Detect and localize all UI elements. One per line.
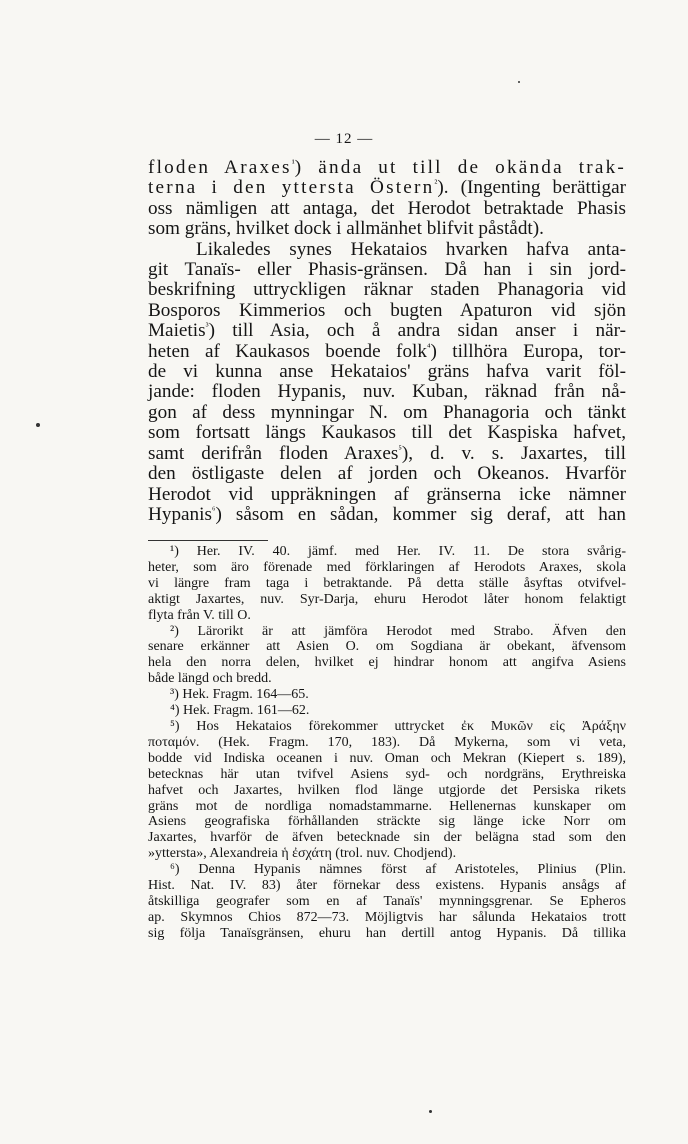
- body-line: de vi kunna anse Hekataios' gräns hafva varit föl-: [148, 361, 626, 383]
- footnote-line: både längd och bredd.: [148, 671, 272, 687]
- footnote-line: hafvet och Jaxartes, hvilken flod länge utgjorde det Persiska rikets: [148, 782, 626, 798]
- line-text: ) tillhöra Europa, tor-: [430, 340, 626, 362]
- footnote-line: senare erkänner att Asien O. om Sogdiana är obekant, äfvensom: [148, 639, 626, 655]
- footnote-line: ⁵) Hos Hekataios förekommer uttrycket ἐκ Μυκῶν εἰς Ἀράξην: [170, 718, 626, 734]
- footnote-line: ⁴) Hek. Fragm. 161—62.: [170, 703, 310, 719]
- body-line: [148, 505, 626, 525]
- page-number: — 12 —: [314, 131, 374, 147]
- body-line: som gräns, hvilket dock i allmänhet blifvit påstådt).: [148, 218, 544, 240]
- footnote-line: Hist. Nat. IV. 83) åter förnekar dess existens. Hypanis ansågs af: [148, 878, 626, 894]
- line-text: ). (Ingenting berättigar: [437, 177, 626, 199]
- line-text: Hypanis: [148, 503, 212, 525]
- footnote-line: Asiens geografiska förhållanden sträckte sig länge icke Norr om: [148, 814, 626, 830]
- line-text: ), d. v. s. Jaxartes, till: [401, 442, 626, 464]
- body-line: [148, 444, 626, 464]
- footnote-ref: ²: [434, 178, 438, 190]
- footnote-line: sig följa Tanaïsgränsen, ehuru han dertill antog Hypanis. Då tillika: [148, 925, 626, 941]
- spaced-text: floden Araxes: [148, 157, 292, 178]
- body-line: den östligaste delen af jorden och Okeanos. Hvarför: [148, 463, 626, 485]
- line-text: samt derifrån floden Araxes: [148, 442, 399, 464]
- body-line: Likaledes synes Hekataios hvarken hafva anta-: [196, 238, 626, 260]
- footnote-line: betecknas här utan tvifvel Asiens syd- och nordgräns, Erythreiska: [148, 766, 626, 782]
- spaced-text: de okända trak-: [457, 157, 626, 178]
- footnote-ref: ⁶: [211, 504, 216, 516]
- footnote-line: vi längre fram taga i betraktande. På detta ställe åsyftas otvifvel-: [148, 575, 626, 591]
- footnote-line: heter, som äro förenade med förklaringen af Herodots Araxes, skola: [148, 559, 626, 575]
- footnote-line: hela den norra delen, hvilket ej hindrar honom att angifva Asiens: [148, 655, 626, 671]
- footnotes: [148, 544, 626, 942]
- footnote-line: ap. Skymnos Chios 872—73. Möjligtvis har sålunda Hekataios trott: [148, 909, 626, 925]
- footnote-divider: [148, 540, 268, 541]
- body-line: git Tanaïs- eller Phasis-gränsen. Då han i sin jord-: [148, 259, 626, 281]
- line-text: ) till Asia, och å andra sidan anser i när-: [208, 320, 626, 342]
- footnote-ref: ⁴: [426, 341, 431, 353]
- footnote-line: ²) Lärorikt är att jämföra Herodot med Strabo. Äfven den: [170, 623, 626, 639]
- body-line: [148, 158, 626, 178]
- footnote-ref: ³: [205, 321, 209, 333]
- line-text: Maietis: [148, 320, 206, 342]
- footnote-line: flyta från V. till O.: [148, 607, 251, 623]
- print-speck: [36, 423, 40, 427]
- footnote-line: Jaxartes, hvarför de äfven betecknade sin der belägna stad som den: [148, 830, 626, 846]
- spaced-text: terna i den yttersta Östern: [148, 177, 435, 199]
- spaced-text: ) ända ut till: [294, 157, 458, 178]
- body-line: beskrifning uttryckligen räknar staden Phanagoria vid: [148, 279, 626, 301]
- footnote-line: ¹) Her. IV. 40. jämf. med Her. IV. 11. De stora svårig-: [170, 544, 626, 559]
- body-line: oss nämligen att antaga, det Herodot betraktade Phasis: [148, 197, 626, 219]
- body-line: som fortsatt längs Kaukasos till det Kaspiska hafvet,: [148, 422, 626, 444]
- footnote-line: aktigt Jaxartes, nuv. Syr-Darja, ehuru Herodot låter honom felaktigt: [148, 591, 626, 607]
- footnote-line: gräns mot de nordliga nomadstammarne. Hellenernas kunskaper om: [148, 798, 626, 814]
- line-text: heten af Kaukasos boende folk: [148, 340, 427, 362]
- footnote-line: ⁶) Denna Hypanis nämnes först af Aristoteles, Plinius (Plin.: [170, 862, 626, 878]
- body-line: Herodot vid uppräkningen af gränserna icke nämner: [148, 483, 626, 505]
- print-speck: [429, 1110, 432, 1113]
- body-line: gon af dess mynningar N. om Phanagoria och tänkt: [148, 401, 626, 423]
- footnote-ref: ⁵: [398, 443, 402, 455]
- line-text: ) såsom en sådan, kommer sig deraf, att han: [215, 503, 626, 525]
- body-line: Bosporos Kimmerios och bugten Apaturon vid sjön: [148, 299, 626, 321]
- footnote-line: ³) Hek. Fragm. 164—65.: [170, 687, 309, 703]
- body-line: [148, 321, 626, 341]
- footnote-line: »yttersta», Alexandreia ἡ ἐσχάτη (trol. nuv. Chodjend).: [148, 846, 457, 862]
- print-speck: [518, 81, 520, 83]
- body-line: jande: floden Hypanis, nuv. Kuban, räknad från nå-: [148, 381, 626, 403]
- footnote-line: åtskilliga geografer som en af Tanaïs' mynningsgrenar. Se Epheros: [148, 893, 626, 909]
- footnote-line: ποταμόν. (Hek. Fragm. 170, 183). Då Mykerna, som vi veta,: [148, 734, 626, 750]
- body-line: [148, 342, 626, 362]
- body-line: [148, 178, 626, 198]
- footnote-line: bodde vid Indiska oceanen i nuv. Oman och Mekran (Kiepert s. 189),: [148, 750, 626, 766]
- footnote-ref: ¹: [291, 158, 295, 169]
- body-text: [148, 158, 626, 525]
